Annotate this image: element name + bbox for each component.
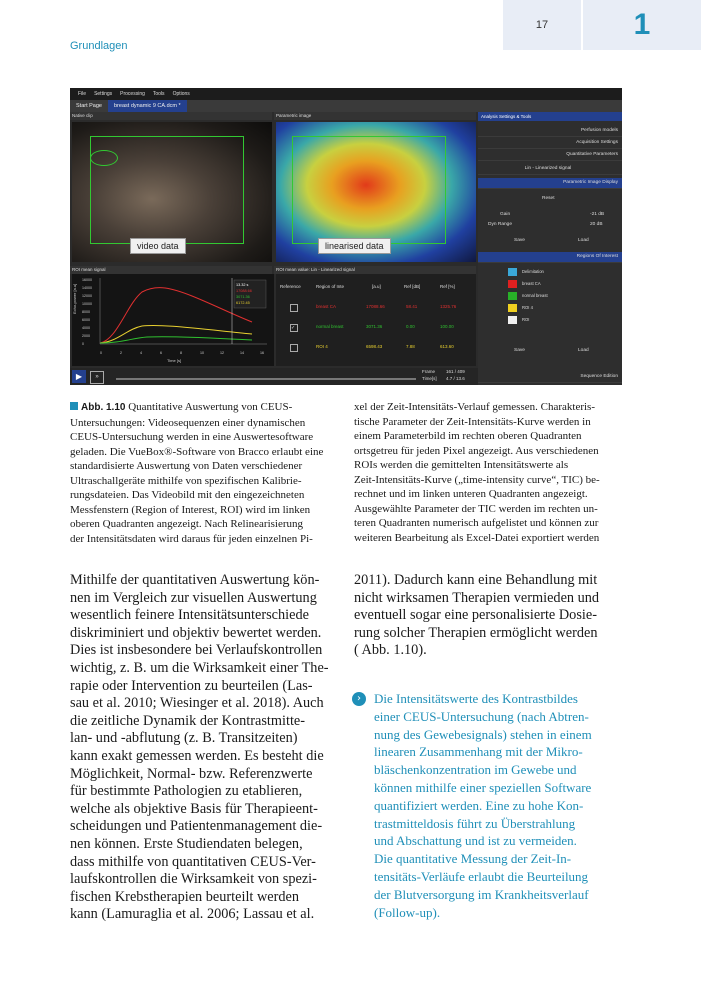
roi-swatch-roi <box>508 316 517 324</box>
reference-checkbox[interactable] <box>290 304 298 312</box>
body-line: Möglichkeit, Normal- bzw. Referenzwerte <box>70 765 313 782</box>
frame-value: 161 / 409 <box>446 369 465 374</box>
menu-tools[interactable]: Tools <box>152 91 165 97</box>
tab-breast-dynamic[interactable]: breast dynamic 9 CA.dcm * <box>108 100 187 112</box>
legend-value-3: 6172.45 <box>236 301 250 305</box>
menu-bar <box>70 88 622 100</box>
figure-label: Abb. 1.10 <box>81 402 126 413</box>
body-line: lan- und -abflutung (z. B. Transitzeiten) <box>70 730 298 747</box>
frame-label: Frame <box>422 369 436 374</box>
chart-ylabel: Echo-power [a.u] <box>72 283 77 314</box>
body-line: Mithilfe der quantitativen Auswertung kön- <box>70 572 320 588</box>
tab-start-page[interactable]: Start Page <box>76 103 102 109</box>
save-button-top[interactable]: Save <box>514 238 525 243</box>
xtick: 2 <box>120 351 122 355</box>
sidebar-perfusion-models[interactable]: Perfusion models <box>478 126 622 137</box>
caption-line: xel der Zeit-Intensitäts-Verlauf gemessen. Charakteris- <box>354 401 595 413</box>
body-line: laufskontrollen die Wirksamkeit von spezi- <box>70 871 317 888</box>
roi-item-roi[interactable]: ROI <box>522 317 530 322</box>
legend-value-1: 17088.66 <box>236 289 252 293</box>
roi-item-normal-breast[interactable]: normal breast <box>522 293 548 298</box>
body-line: nicht wirksamen Therapien vermieden und <box>354 589 600 606</box>
caption-line: Messfenstern (Region of Interest, ROI) wird im linken <box>70 503 311 516</box>
body-line: kann (Lamuraglia et al. 2006; Lassau et al. <box>70 906 315 923</box>
note-line: Die Intensitätswerte des Kontrastbildes <box>374 691 578 706</box>
table-row-au: 3071.36 <box>366 324 383 329</box>
native-ultrasound-image <box>72 122 272 262</box>
th-au: [a.u] <box>372 284 381 289</box>
dyn-range-label: Dyn Range <box>488 222 512 227</box>
caption-line: weiteren Bearbeitung als Excel-Datei exportiert werden <box>354 531 600 544</box>
dyn-range-value: 20 dB <box>590 222 603 227</box>
key-point-note <box>374 690 632 921</box>
body-line: 2011). Dadurch kann eine Behandlung mit <box>354 572 598 588</box>
body-line[interactable]: ( Abb. 1.10). <box>354 642 427 659</box>
body-line: nen können. Erste Studiendaten belegen, <box>70 835 303 852</box>
ytick: 2000 <box>82 334 90 338</box>
roi-rectangle <box>90 136 244 244</box>
caption-line: standardisierte Auswertung von Daten verschiedener <box>70 460 303 472</box>
save-button-bottom[interactable]: Save <box>514 348 525 353</box>
roi-mean-signal-chart <box>72 274 274 366</box>
menu-processing[interactable]: Processing <box>120 91 145 97</box>
table-row-region: breast CA <box>316 304 337 309</box>
body-line: sau et al. 2010; Wiesinger et al. 2018). Auch <box>70 695 324 712</box>
menu-file[interactable]: File <box>78 91 87 97</box>
chart-xlabel: Time [s] <box>167 358 182 363</box>
table-row-db: 7.88 <box>406 344 415 349</box>
timeline-slider[interactable] <box>116 378 416 380</box>
table-row-region: ROI 4 <box>316 344 328 349</box>
sidebar-title: Analysis Settings & Tools <box>478 112 622 121</box>
xtick: 6 <box>160 351 162 355</box>
parametric-color-image <box>276 122 476 262</box>
normal-breast-curve <box>100 337 252 343</box>
load-button-bottom[interactable]: Load <box>578 348 589 353</box>
ytick: 4000 <box>82 326 90 330</box>
table-row-db: 0.00 <box>406 324 415 329</box>
fast-forward-icon[interactable]: » <box>90 371 104 384</box>
table-row-pct: 1325.76 <box>440 304 457 309</box>
menu-options[interactable]: Options <box>172 91 190 97</box>
note-chevron-icon: › <box>352 692 366 706</box>
tab-bar <box>70 100 622 112</box>
parametric-image-title: Parametric image <box>274 112 476 120</box>
parametric-display-header[interactable]: Parametric Image Display <box>478 178 622 189</box>
th-region: Region of Inte <box>316 284 345 289</box>
sequence-edition[interactable]: Sequence Edition <box>478 372 622 383</box>
body-text-left <box>70 572 340 924</box>
native-clip-title: Native clip <box>70 112 272 120</box>
menu-settings[interactable]: Settings <box>94 91 113 97</box>
software-screenshot-figure <box>70 88 622 385</box>
body-line: Dies ist insbesondere bei Verlaufskontrollen <box>70 642 323 659</box>
playback-bar <box>70 368 478 385</box>
video-data-label: video data <box>130 238 186 254</box>
tic-chart-svg <box>72 274 274 366</box>
gain-label: Gain <box>500 212 511 217</box>
note-line: bläschenkonzentration im Gewebe und <box>374 762 577 778</box>
ytick: 14000 <box>82 286 92 290</box>
roi-swatch-normal-breast <box>508 292 517 300</box>
xtick: 4 <box>140 351 142 355</box>
xtick: 8 <box>180 351 182 355</box>
body-line: kann exakt gemessen werden. Es besteht die <box>70 747 324 764</box>
note-line: (Follow-up). <box>374 904 441 920</box>
roi-mean-signal-title: ROI mean signal <box>70 266 272 274</box>
body-line: nen im Vergleich zur visuellen Auswertung <box>70 589 317 606</box>
caption-line: geladen. Die VueBox®-Software von Bracco erlaubt eine <box>70 445 324 458</box>
figure-marker-icon <box>70 402 78 410</box>
body-line: die zeitliche Dynamik der Kontrastmitte- <box>70 712 306 729</box>
ytick: 10000 <box>82 302 92 306</box>
figure-caption-right <box>354 400 630 545</box>
xtick: 12 <box>220 351 224 355</box>
legend-time: 13.32 s <box>236 283 249 287</box>
legend-value-2: 3071.36 <box>236 295 250 299</box>
note-line: linearen Zusammenhang mit der Mikro- <box>374 744 583 760</box>
body-line: wesentlich feinere Intensitätsunterschiede <box>70 607 309 624</box>
table-row-pct: 100.00 <box>440 324 454 329</box>
time-label: Time[s] <box>422 376 437 381</box>
body-text-right <box>354 572 624 660</box>
caption-line: Abb. 1.10 Quantitative Auswertung von CEUS- <box>70 400 346 416</box>
body-line: welche als objektive Basis für Therapieent- <box>70 800 318 817</box>
caption-line: ROIs werden die gemittelten Intensitätswerte als <box>354 459 569 471</box>
running-header-section: Grundlagen <box>70 40 128 52</box>
note-line: tensitäts-Verläufe erlaubt die Beurteilung <box>374 868 589 884</box>
roi4-curve <box>100 325 252 343</box>
ytick: 8000 <box>82 310 90 314</box>
body-line: diskriminiert und objektiv bewertet werden. <box>70 624 322 641</box>
body-line: fischen Krebstherapien beurteilt werden <box>70 888 300 905</box>
caption-line: ortsgetreu für jeden Pixel angezeigt. Aus verschiedenen <box>354 444 599 457</box>
note-line: der Blutversorgung im Krankheitsverlauf <box>374 886 589 902</box>
caption-line: Untersuchungen: Videosequenzen einer dynamischen <box>70 416 306 429</box>
table-row-pct: 613.60 <box>440 344 454 349</box>
roi-item-roi4[interactable]: ROI 4 <box>522 305 533 310</box>
table-row-region: normal breast <box>316 324 344 329</box>
caption-line: der Intensitätsdaten wird daraus für jeden einzelnen Pi- <box>70 532 313 545</box>
sidebar-acquisition-settings[interactable]: Acquisition Settings <box>478 138 622 149</box>
ytick: 12000 <box>82 294 92 298</box>
body-line: rapie oder Intervention zu beurteilen (Las- <box>70 677 313 694</box>
caption-line: einem Parameterbild im rechten oberen Quadranten <box>354 430 582 442</box>
load-button-top[interactable]: Load <box>578 238 589 243</box>
linearised-data-label: linearised data <box>318 238 391 254</box>
note-line: einer CEUS-Untersuchung (nach Abtren- <box>374 708 589 724</box>
xtick: 0 <box>100 351 102 355</box>
roi-header[interactable]: Regions Of Interest <box>478 252 622 263</box>
caption-line: Ausgewählte Parameter der TIC werden im rechten un- <box>354 502 598 515</box>
caption-line: teren Quadranten numerisch aufgelistet und können zur <box>354 517 599 529</box>
ytick: 0 <box>82 342 84 346</box>
th-reference: Reference <box>280 284 301 289</box>
note-line: nung des Gewebesignals) stehen in einem <box>374 726 592 742</box>
body-line: wichtig, z. B. um die Wirksamkeit einer The- <box>70 659 329 676</box>
body-line: rung solcher Therapien ermöglicht werden <box>354 624 598 641</box>
table-row-db: 58.41 <box>406 304 418 309</box>
signal-type-select[interactable]: Lin - Linearized signal <box>478 164 622 175</box>
th-ref-pct: Ref [%] <box>440 284 455 289</box>
caption-line: Ultraschallgeräte mithilfe von spezifischen Kalibrie- <box>70 474 302 487</box>
roi-rectangle-param <box>292 136 446 244</box>
roi-values-table <box>276 274 476 366</box>
sidebar-quantitative-parameters[interactable]: Quantitative Parameters <box>478 150 622 161</box>
time-value: 4.7 / 13.6 <box>446 376 465 381</box>
ytick: 6000 <box>82 318 90 322</box>
xtick: 10 <box>200 351 204 355</box>
gain-value: -21 dB <box>590 212 605 217</box>
note-line: können mithilfe einer speziellen Software <box>374 779 592 795</box>
caption-line: rechnet und im linken unteren Quadranten angezeigt. <box>354 488 588 500</box>
caption-line: oberen Quadranten angezeigt. Nach Relinearisierung <box>70 518 304 530</box>
roi-table-title: ROI mean value: Lin - Linearized signal <box>274 266 476 274</box>
caption-line: rungsdateien. Das Videobild mit den eingezeichneten <box>70 489 305 501</box>
caption-line: Zeit-Intensitäts-Kurve („time-intensity curve“, TIC) be- <box>354 473 600 486</box>
xtick: 14 <box>240 351 244 355</box>
note-line: und Abschattung und ist zu vermeiden. <box>374 833 577 849</box>
reference-checkbox-checked[interactable]: ✓ <box>290 324 298 332</box>
roi-item-breast-ca[interactable]: breast CA <box>522 281 541 286</box>
note-line: Die quantitative Messung der Zeit-In- <box>374 851 572 867</box>
roi-item-delimitation[interactable]: Delimitation <box>522 269 544 274</box>
xtick: 16 <box>260 351 264 355</box>
body-line: für bestimmte Pathologien zu etablieren, <box>70 783 303 800</box>
reference-checkbox[interactable] <box>290 344 298 352</box>
note-line: trastmitteldosis führt zu Überstrahlung <box>374 815 576 831</box>
reset-button[interactable]: Reset <box>542 196 555 201</box>
roi-swatch-delimitation <box>508 268 517 276</box>
roi-swatch-breast-ca <box>508 280 517 288</box>
page-number: 17 <box>503 0 581 50</box>
analysis-settings-sidebar <box>478 112 622 385</box>
note-line: quantifiziert werden. Eine zu hohe Kon- <box>374 797 584 813</box>
body-line: scheidungen und Patientenmanagement die- <box>70 818 323 835</box>
body-line: dass mithilfe von quantitativen CEUS-Ver- <box>70 853 316 870</box>
roi-swatch-roi4 <box>508 304 517 312</box>
chapter-number: 1 <box>583 0 701 50</box>
figure-caption-left <box>70 400 346 546</box>
caption-line: CEUS-Untersuchung werden in eine Auswertesoftware <box>70 431 314 443</box>
table-row-au: 17088.66 <box>366 304 385 309</box>
play-icon[interactable]: ▶ <box>72 370 86 383</box>
body-line: eventuell sogar eine personalisierte Dosie- <box>354 607 597 624</box>
table-row-au: 6598.43 <box>366 344 383 349</box>
th-ref-db: Ref [dB] <box>404 284 421 289</box>
caption-line: tische Parameter der Zeit-Intensitäts-Kurve werden in <box>354 415 591 428</box>
ytick: 16000 <box>82 278 92 282</box>
